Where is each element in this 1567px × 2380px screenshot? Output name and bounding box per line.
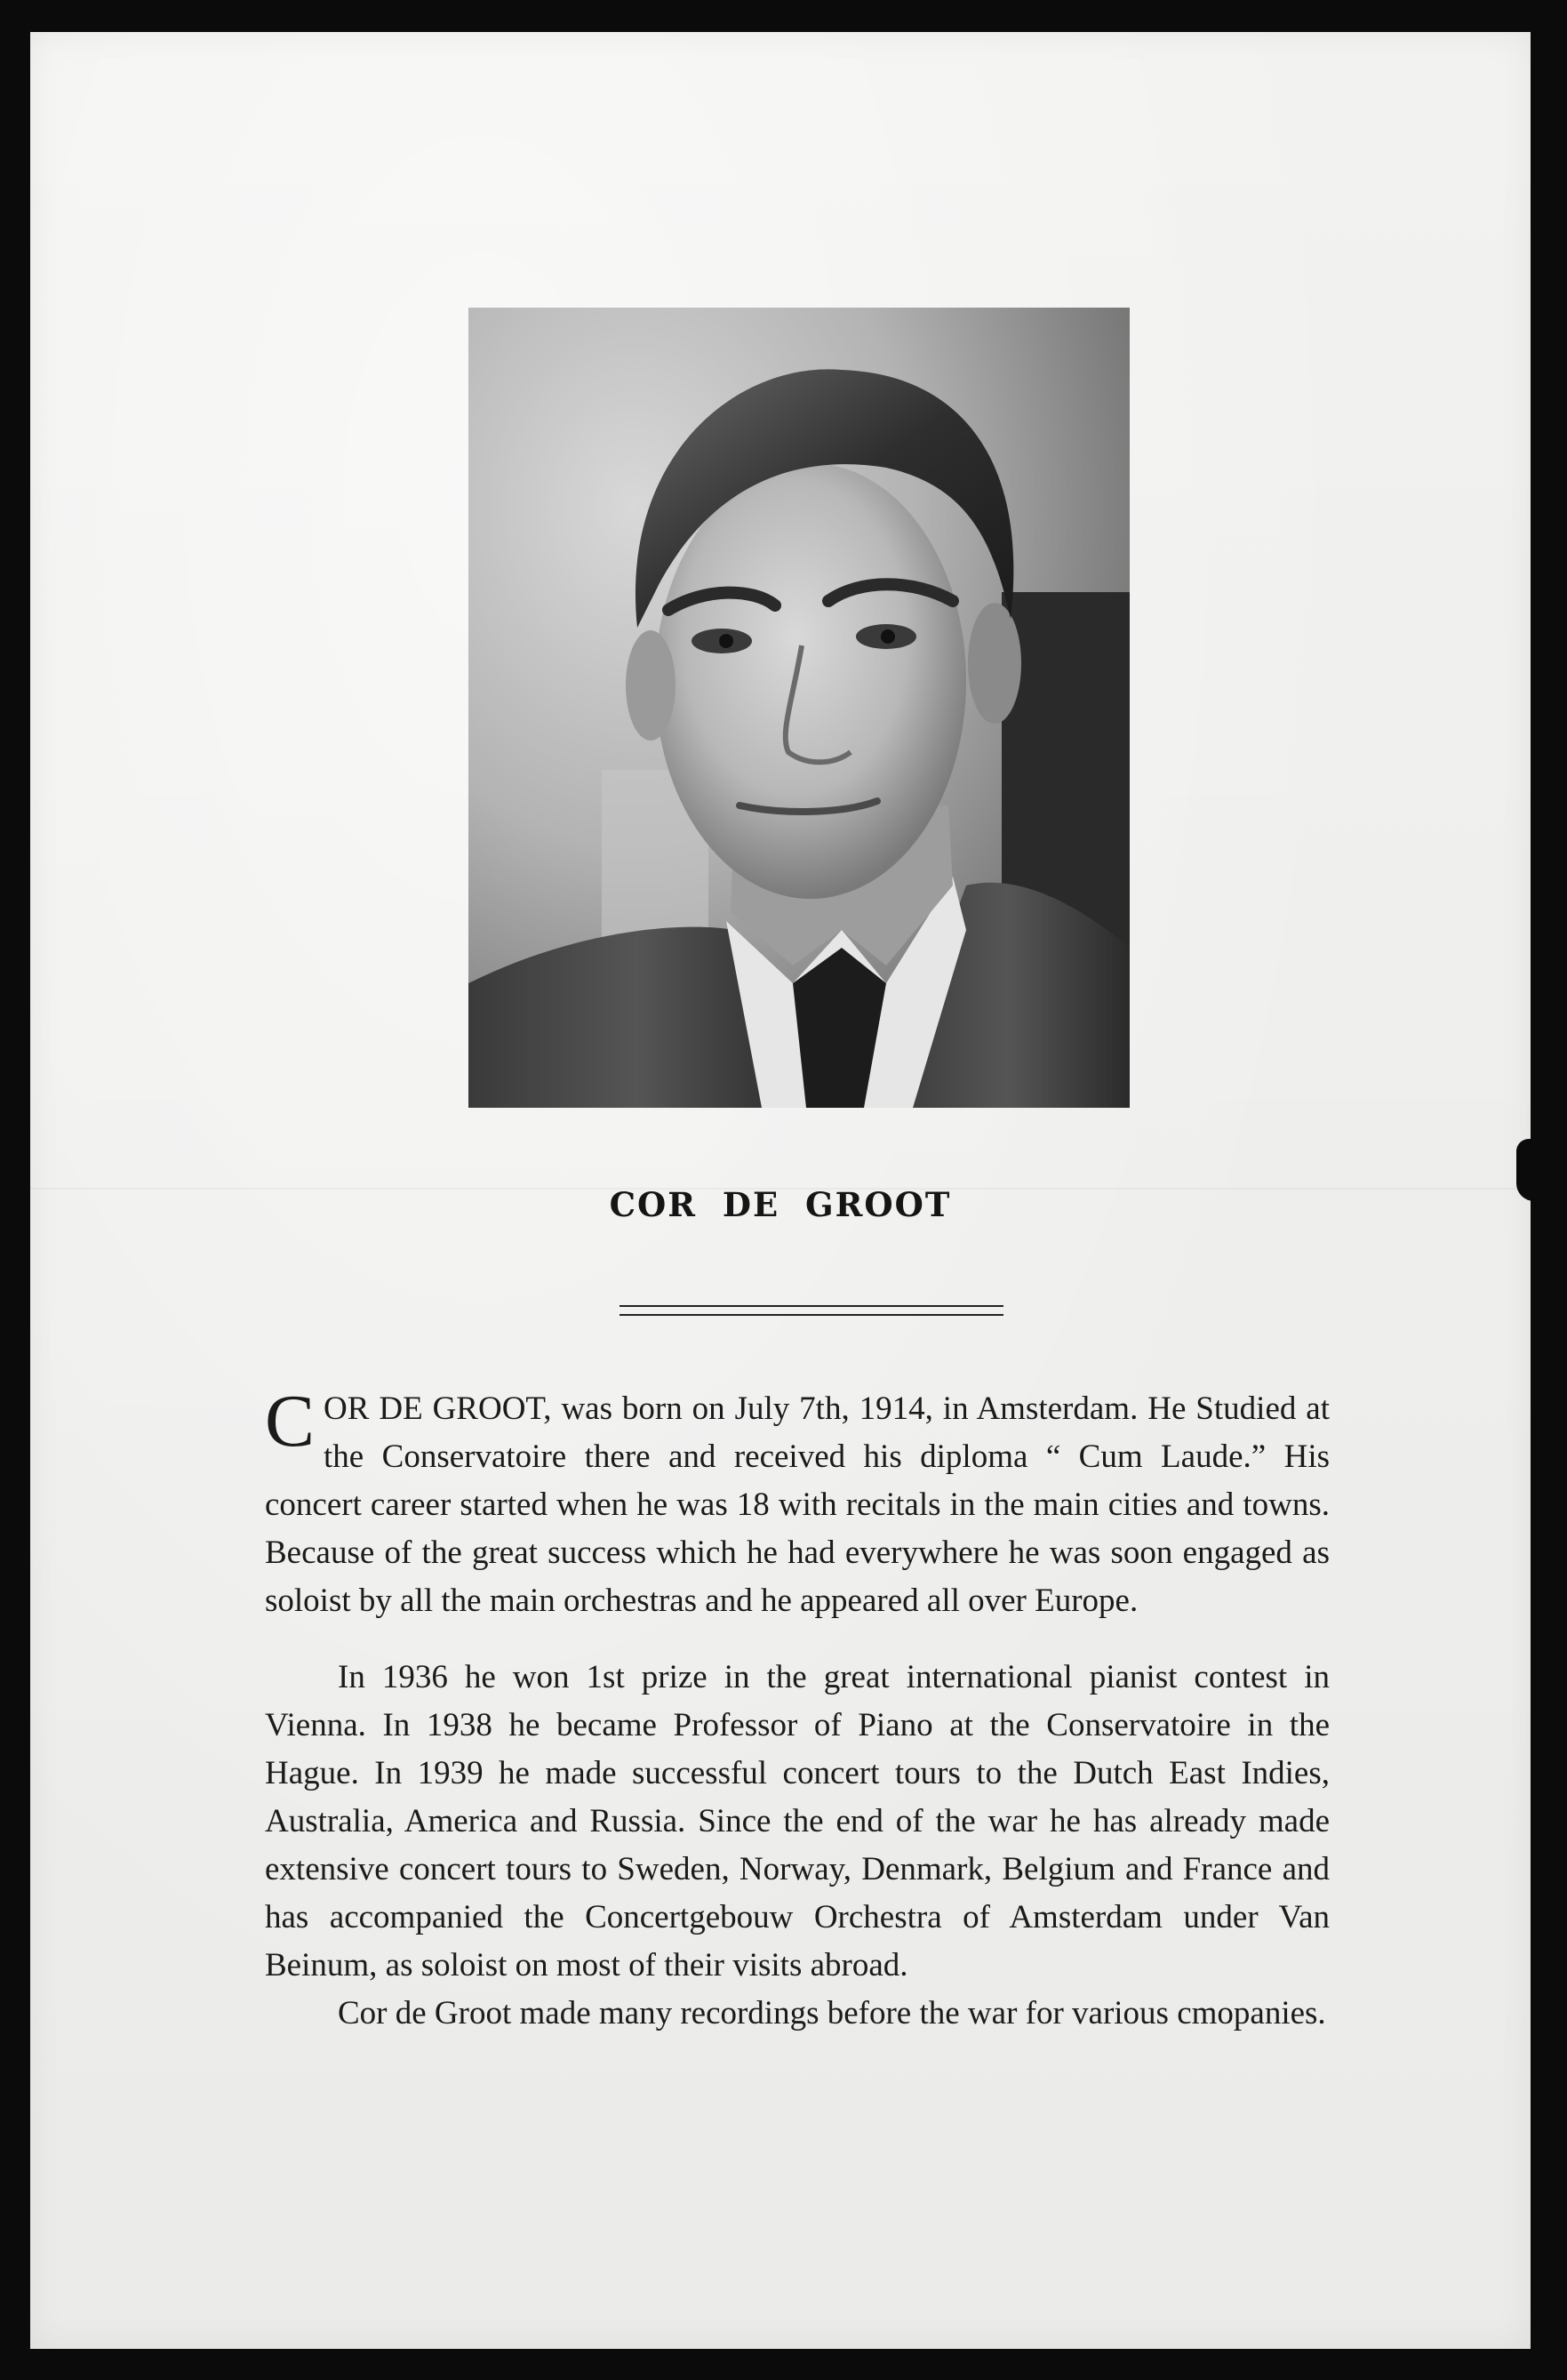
paragraph-1-text: OR DE GROOT, was born on July 7th, 1914, in Amsterdam. He Studied at the Conservatoire there and received his diploma “ Cum Laude.” His concert career started when he was 18 with recitals in the main cities and towns. Because of the great success which he had everywhere he was soon engaged as soloist by all the main orchestras and he appeared all over Europe. — [265, 1390, 1330, 1619]
paragraph-3: Cor de Groot made many recordings before the war for various cmopanies. — [338, 1995, 1326, 2031]
biography — [265, 1380, 1330, 2038]
paragraph-2: In 1936 he won 1st prize in the great international pianist contest in Vienna. In 1938 he became Professor of Piano at the Conservatoire in the Hague. In 1939 he made successful concert tours to the Dutch East Indies, Australia, America and Russia. Since the end of the war he has already made extensive concert tours to Sweden, Norway, Denmark, Belgium and France and has accompanied the Concertgebouw Orchestra of Amsterdam under Van Beinum, as soloist on most of their visits abroad. — [265, 1659, 1330, 1983]
double-rule-divider — [620, 1305, 1003, 1316]
paragraph-1 — [265, 1380, 1330, 1625]
portrait-photo — [468, 308, 1130, 1108]
portrait-illustration — [468, 308, 1130, 1108]
program-page — [30, 32, 1531, 2349]
drop-cap: C — [265, 1380, 316, 1462]
page-title: COR DE GROOT — [609, 1185, 952, 1224]
